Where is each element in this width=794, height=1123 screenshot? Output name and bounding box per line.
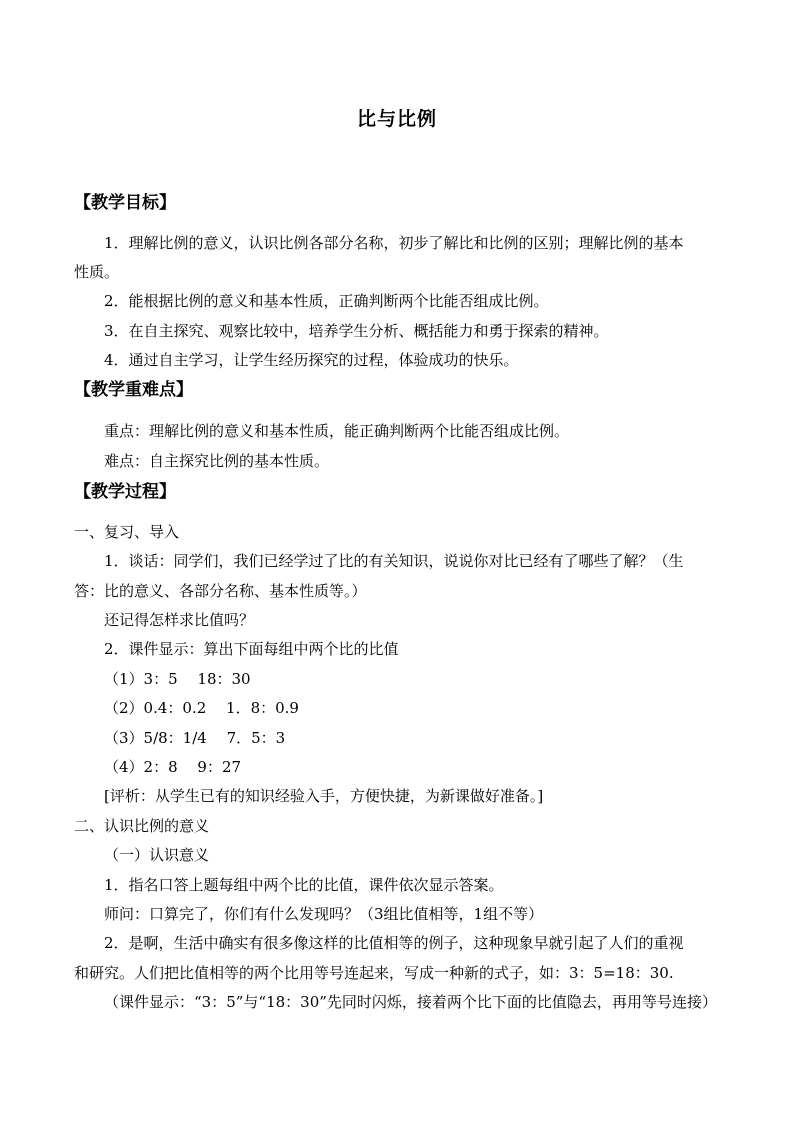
paragraph-line: 重点：理解比例的意义和基本性质，能正确判断两个比能否组成比例。: [104, 422, 570, 440]
paragraph-line: 2．课件显示：算出下面每组中两个比的比值: [104, 640, 399, 658]
comment-line: [评析：从学生已有的知识经验入手，方便快捷，为新课做好准备。]: [104, 787, 544, 805]
paragraph-line: 2．能根据比例的意义和基本性质，正确判断两个比能否组成比例。: [104, 292, 549, 310]
exercise-item: （4）2：8 9：27: [104, 758, 242, 776]
paragraph-line: 3．在自主探究、观察比较中，培养学生分析、概括能力和勇于探索的精神。: [104, 322, 609, 340]
paragraph-line: 还记得怎样求比值吗？: [104, 611, 255, 629]
section-heading-process: 【教学过程】: [74, 482, 176, 502]
paragraph-line: 1．指名口答上题每组中两个比的比值，课件依次显示答案。: [104, 876, 504, 894]
exercise-item: （2）0.4：0.2 1．8：0.9: [104, 699, 299, 717]
exercise-item: （3）5/8：1/4 7．5：3: [104, 729, 286, 747]
paragraph-line: 性质。: [74, 263, 120, 281]
paragraph-line: 4．通过自主学习，让学生经历探究的过程，体验成功的快乐。: [104, 351, 519, 369]
paragraph-line: 师问：口算完了，你们有什么发现吗？（3组比值相等，1组不等）: [104, 905, 544, 923]
paragraph-line: 和研究。人们把比值相等的两个比用等号连起来，写成一种新的式子，如：3：5=18：30.: [74, 964, 674, 982]
section-heading-objectives: 【教学目标】: [74, 193, 176, 213]
subsection-heading: （一）认识意义: [104, 846, 210, 864]
paragraph-line: 2．是啊，生活中确实有很多像这样的比值相等的例子，这种现象早就引起了人们的重视: [104, 934, 684, 952]
subsection-heading: 二、认识比例的意义: [74, 817, 210, 835]
document-title: 比与比例: [356, 108, 437, 130]
paragraph-line: 答：比的意义、各部分名称、基本性质等。）: [74, 582, 367, 600]
subsection-heading: 一、复习、导入: [74, 523, 180, 541]
section-heading-key-points: 【教学重难点】: [74, 380, 193, 400]
paragraph-line: 难点：自主探究比例的基本性质。: [104, 452, 330, 470]
paragraph-line: 1．谈话：同学们，我们已经学过了比的有关知识，说说你对比已经有了哪些了解？（生: [104, 552, 684, 570]
exercise-item: （1）3：5 18：30: [104, 670, 251, 688]
paragraph-line: （课件显示：“3：5”与“18：30”先同时闪烁，接着两个比下面的比值隐去，再用等号连接）: [104, 993, 717, 1011]
paragraph-line: 1．理解比例的意义，认识比例各部分名称，初步了解比和比例的区别；理解比例的基本: [104, 234, 684, 252]
